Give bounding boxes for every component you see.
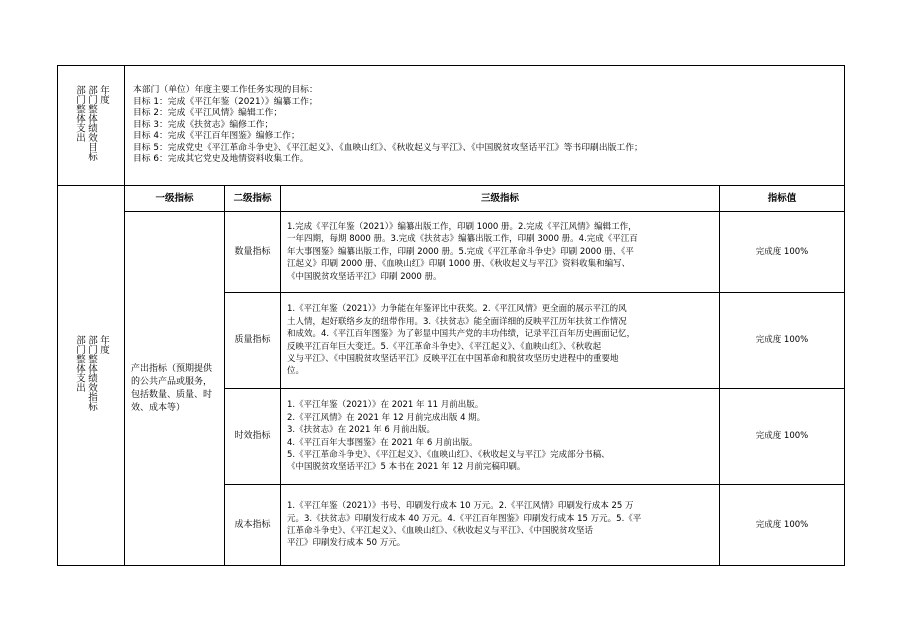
goal-item: 目标 3：完成《扶贫志》编修工作； xyxy=(133,119,274,130)
header-level1: 一级指标 xyxy=(125,186,225,212)
level3-line: 江革命斗争史》、《平江起义》、《血映山红》、《秋收起义与平江》、《中国脱贫攻坚话 xyxy=(287,526,594,536)
side-label-year: 年度 xyxy=(98,335,109,354)
level3-line: 4.《平江百年大事图鉴》在 2021 年 6 月前出版。 xyxy=(287,437,478,448)
goal-item: 目标 4：完成《平江百年图鉴》编修工作； xyxy=(133,131,300,142)
side-label-indicator: 部门整体绩效指标 xyxy=(86,335,97,411)
level3-timeliness xyxy=(281,389,720,485)
indicator-header-row xyxy=(58,186,845,212)
level3-line: 1.完成《平江年鉴（2021）》编纂出版工作，印刷 1000 册。2.完成《平江风情》编辑工作， xyxy=(287,221,637,232)
level3-line: 义与平江》、《中国脱贫攻坚话平江》反映平江在中国革命和脱贫攻坚历史进程中的重要地 xyxy=(287,353,619,364)
goal-item: 目标 6：完成其它党史及地情资料收集工作。 xyxy=(133,154,309,165)
goals-side-label xyxy=(58,66,125,186)
level2-timeliness: 时效指标 xyxy=(225,389,281,485)
level3-line: 江起义》印刷 2000 册、《血映山红》印刷 1000 册、《秋收起义与平江》资料收集和编写、 xyxy=(287,259,631,270)
side-label-expense: 部门整体支出 xyxy=(74,335,85,392)
side-label-expense: 部门整体支出 xyxy=(74,85,85,142)
level3-line: 3.《扶贫志》在 2021 年 6 月前出版。 xyxy=(287,425,435,436)
indicators-side-label xyxy=(58,186,125,566)
level3-quantity xyxy=(281,212,720,293)
level3-line: 元。3.《扶贫志》印刷发行成本 40 万元。4.《平江百年图鉴》印刷发行成本 15 万元。5.《平 xyxy=(287,513,642,524)
level3-line: 平江》印刷发行成本 50 万元。 xyxy=(287,538,406,549)
level3-line: 位。 xyxy=(287,366,305,377)
goals-row xyxy=(58,66,845,186)
level2-quality: 质量指标 xyxy=(225,293,281,389)
level3-line: 年大事图鉴》编纂出版工作，印刷 2000 册。5.完成《平江革命斗争史》印刷 2000 册、《平 xyxy=(287,246,634,257)
value-quality: 完成度 100% xyxy=(720,293,845,389)
level2-cost: 成本指标 xyxy=(225,485,281,566)
goals-cell xyxy=(125,66,845,186)
goal-item: 目标 2：完成《平江风情》编辑工作； xyxy=(133,108,283,119)
value-quantity: 完成度 100% xyxy=(720,212,845,293)
level3-line: 《中国脱贫攻坚话平江》5 本书在 2021 年 12 月前完稿印刷。 xyxy=(287,462,526,473)
value-cost: 完成度 100% xyxy=(720,485,845,566)
header-value: 指标值 xyxy=(720,186,845,212)
side-label-goal: 部门整体绩效目标 xyxy=(86,85,97,161)
level3-line: 和成效。4.《平江百年图鉴》为了彰显中国共产党的丰功伟绩，记录平江百年历史画面记忆， xyxy=(287,329,636,340)
level3-line: 一年四期，每期 8000 册。3.完成《扶贫志》编纂出版工作，印刷 3000 册。4.完成《平江百 xyxy=(287,234,638,245)
goal-item: 目标 5：完成党史《平江革命斗争史》、《平江起义》、《血映山红》、《秋收起义与平江》、《中国脱贫攻坚话平江》等书印刷出版工作； xyxy=(133,142,643,153)
level2-quantity: 数量指标 xyxy=(225,212,281,293)
level3-line: 1.《平江年鉴（2021）》在 2021 年 11 月前出版。 xyxy=(287,400,484,411)
level3-line: 1.《平江年鉴（2021）》书号、印刷发行成本 10 万元。2.《平江风情》印刷发行成本 25 万 xyxy=(287,501,634,512)
goals-intro: 本部门（单位）年度主要工作任务实现的目标： xyxy=(133,85,318,96)
level3-line: 5.《平江革命斗争史》、《平江起义》、《血映山红》、《秋收起义与平江》完成部分书稿、 xyxy=(287,449,610,460)
header-level2: 二级指标 xyxy=(225,186,281,212)
level3-line: 《中国脱贫攻坚话平江》印刷 2000 册。 xyxy=(287,271,442,282)
side-label-year: 年度 xyxy=(98,85,109,104)
level3-line: 土人情，起好联络乡友的纽带作用。3.《扶贫志》能全面详细的反映平江历年扶贫工作情况 xyxy=(287,316,627,327)
performance-table-sheet xyxy=(57,65,844,566)
level1-output-indicator: 产出指标（预期提供的公共产品或服务，包括数量、质量、时效、成本等） xyxy=(125,212,225,566)
table-row xyxy=(58,212,845,293)
level3-line: 反映平江百年巨大变迁。5.《平江革命斗争史》、《平江起义》、《血映山红》、《秋收起 xyxy=(287,341,602,352)
value-timeliness: 完成度 100% xyxy=(720,389,845,485)
goal-item: 目标 1：完成《平江年鉴（2021）》编纂工作； xyxy=(133,96,318,107)
performance-table xyxy=(57,65,845,566)
header-level3: 三级指标 xyxy=(281,186,720,212)
level3-quality xyxy=(281,293,720,389)
level3-line: 1.《平江年鉴（2021）》力争能在年鉴评比中获奖。2.《平江风情》更全面的展示平江的风 xyxy=(287,304,627,315)
level3-cost xyxy=(281,485,720,566)
level3-line: 2.《平江风情》在 2021 年 12 月前完成出版 4 期。 xyxy=(287,412,486,423)
